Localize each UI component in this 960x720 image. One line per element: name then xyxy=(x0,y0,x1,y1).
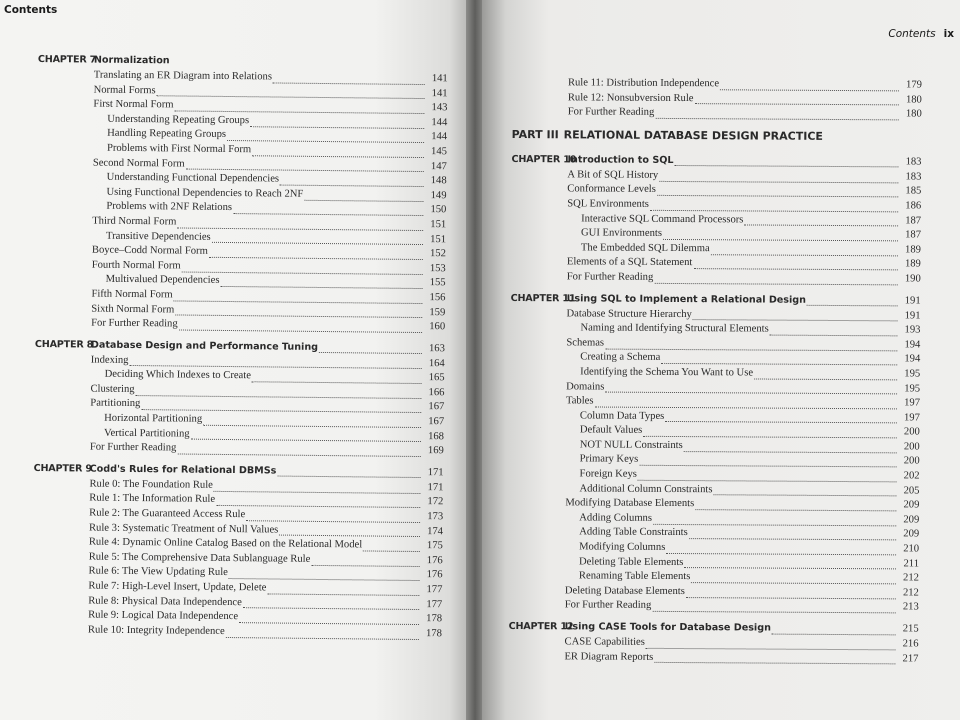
toc-entry-title: Using SQL to Implement a Relational Design xyxy=(566,292,807,306)
toc-page-number: 200 xyxy=(903,441,920,453)
toc-entry-title: Renaming Table Elements xyxy=(578,570,691,583)
toc-entry-title: For Further Reading xyxy=(564,599,652,612)
toc-page-number: 183 xyxy=(905,156,922,168)
dot-leader xyxy=(663,229,898,241)
toc-entry-title: Transitive Dependencies xyxy=(106,230,211,243)
toc-page-number: 168 xyxy=(428,430,445,442)
toc-entry-title: Schemas xyxy=(566,337,605,349)
chapter-label: CHAPTER 11 xyxy=(510,292,576,304)
toc-page-number: 179 xyxy=(906,79,922,91)
dot-leader xyxy=(684,441,897,453)
toc-page-number: 197 xyxy=(904,397,921,409)
running-head-right xyxy=(888,28,954,40)
toc-page-number: 160 xyxy=(429,321,446,333)
dot-leader xyxy=(233,203,423,216)
toc-page-number: 151 xyxy=(430,233,447,245)
dot-leader xyxy=(252,371,422,384)
chapter-label: CHAPTER 8 xyxy=(34,338,94,351)
dot-leader xyxy=(655,108,899,120)
page-numeral: ix xyxy=(943,28,954,40)
toc-page-number: 156 xyxy=(429,292,446,304)
part-label: PART III xyxy=(511,127,559,142)
toc-entry-title: NOT NULL Constraints xyxy=(579,439,683,451)
toc-entry-row xyxy=(512,105,922,122)
dot-leader xyxy=(674,155,898,167)
dot-leader xyxy=(695,499,896,511)
dot-leader xyxy=(186,159,424,172)
toc-page-number: 189 xyxy=(904,258,921,270)
toc-entry-title: Modifying Database Elements xyxy=(565,497,695,510)
toc-entry-title: Partitioning xyxy=(90,398,141,410)
toc-entry-title: Naming and Identifying Structural Elements xyxy=(580,322,769,335)
toc-page-number: 175 xyxy=(426,540,443,552)
toc-entry-title: Understanding Repeating Groups xyxy=(107,113,250,126)
toc-page-number: 178 xyxy=(426,613,443,625)
toc-entry-title: Deleting Database Elements xyxy=(564,585,685,597)
dot-leader xyxy=(693,258,898,270)
toc-entry-title: Rule 9: Logical Data Independence xyxy=(88,609,239,623)
toc-entry-title: Second Normal Form xyxy=(92,157,185,170)
dot-leader xyxy=(279,525,420,537)
toc-entry-title: SQL Environments xyxy=(567,198,649,210)
toc-entry-title: Translating an ER Diagram into Relations xyxy=(93,69,273,83)
dot-leader xyxy=(807,295,898,307)
running-head-right-label: Contents xyxy=(888,28,936,40)
toc-page-number: 194 xyxy=(904,353,921,365)
dot-leader xyxy=(594,396,897,409)
toc-entry-row xyxy=(508,650,918,667)
dot-leader xyxy=(227,130,424,143)
running-head-left: Contents xyxy=(4,4,58,16)
toc-entry-row xyxy=(509,598,919,615)
toc-page-number: 141 xyxy=(431,73,448,85)
dot-leader xyxy=(646,638,896,651)
toc-entry-title: Creating a Schema xyxy=(580,351,661,364)
toc-page-number: 176 xyxy=(426,569,443,581)
toc-page-number: 195 xyxy=(904,368,921,380)
dot-leader xyxy=(654,652,895,664)
dot-leader xyxy=(605,338,897,351)
dot-leader xyxy=(713,485,896,497)
dot-leader xyxy=(691,572,896,584)
dot-leader xyxy=(141,399,421,413)
dot-leader xyxy=(174,100,424,114)
dot-leader xyxy=(657,185,899,197)
toc-page-number: 187 xyxy=(905,229,922,241)
toc-entry-title: Database Structure Hierarchy xyxy=(566,307,692,320)
toc-entry-row xyxy=(32,623,442,642)
dot-leader xyxy=(605,382,897,395)
dot-leader xyxy=(175,305,422,319)
toc-page-number: 183 xyxy=(905,171,922,183)
toc-page-number: 150 xyxy=(430,204,447,216)
toc-page-number: 191 xyxy=(904,294,921,307)
toc-entry-title: Default Values xyxy=(579,424,643,437)
toc-entry-title: Using Functional Dependencies to Reach 2NF xyxy=(106,186,304,200)
toc-entry-title: For Further Reading xyxy=(566,271,654,283)
toc-entry-title: Foreign Keys xyxy=(579,468,637,480)
dot-leader xyxy=(665,411,897,423)
toc-page-number: 212 xyxy=(902,587,919,599)
toc-page-number: 172 xyxy=(427,496,444,508)
toc-page-number: 145 xyxy=(431,146,448,158)
toc-page-number: 166 xyxy=(428,386,445,399)
toc-entry-title: Rule 6: The View Updating Rule xyxy=(88,565,228,579)
dot-leader xyxy=(250,116,424,129)
toc-page-number: 176 xyxy=(426,554,443,567)
toc-page-number: 193 xyxy=(904,324,921,336)
toc-entry-row xyxy=(511,307,921,324)
dot-leader xyxy=(220,276,422,289)
toc-page-number: 171 xyxy=(427,481,444,494)
dot-leader xyxy=(650,200,898,213)
chapter-label: CHAPTER 9 xyxy=(33,462,92,475)
dot-leader xyxy=(639,455,896,468)
dot-leader xyxy=(661,353,897,365)
toc-entry-title: GUI Environments xyxy=(581,227,662,240)
toc-page-number: 215 xyxy=(902,623,919,635)
toc-page-number: 148 xyxy=(430,175,447,187)
dot-leader xyxy=(654,273,898,285)
toc-entry-title: Domains xyxy=(566,380,605,393)
toc-page-number: 180 xyxy=(905,108,922,120)
toc-page-number: 212 xyxy=(903,572,919,584)
toc-entry-title: Introduction to SQL xyxy=(567,154,674,166)
toc-entry-title: Clustering xyxy=(90,383,135,395)
dot-leader xyxy=(659,170,898,182)
toc-page-number: 209 xyxy=(903,514,920,526)
toc-entry-title: Multivalued Dependencies xyxy=(105,274,220,287)
dot-leader xyxy=(652,601,896,613)
toc-entry-row xyxy=(510,394,920,411)
toc-page-number: 190 xyxy=(904,273,921,285)
toc-page-number: 165 xyxy=(428,372,445,384)
toc-page-number: 149 xyxy=(430,189,447,202)
dot-leader xyxy=(643,426,897,439)
dot-leader xyxy=(267,583,419,596)
toc-page-number: 195 xyxy=(904,382,921,394)
chapter-label: CHAPTER 10 xyxy=(511,153,577,166)
toc-entry-title: Deleting Table Elements xyxy=(579,556,684,568)
dot-leader xyxy=(319,342,422,354)
dot-leader xyxy=(212,232,423,245)
dot-leader xyxy=(252,145,424,158)
toc-entry-title: Fourth Normal Form xyxy=(91,259,181,272)
toc-page-number: 167 xyxy=(428,416,445,428)
left-page xyxy=(0,0,468,720)
dot-leader xyxy=(177,444,421,458)
toc-entry-title: Rule 5: The Comprehensive Data Sublanguage Rule xyxy=(88,551,311,565)
toc-entry-title: Rule 11: Distribution Independence xyxy=(567,77,720,90)
toc-entry-title: Normalization xyxy=(93,54,170,67)
toc-entry-title: Normal Forms xyxy=(93,84,156,96)
toc-entry-title: Column Data Types xyxy=(579,410,665,422)
dot-leader xyxy=(157,86,425,100)
toc-page-number: 164 xyxy=(428,357,445,369)
chapter-label: CHAPTER 7 xyxy=(37,53,97,66)
dot-leader xyxy=(280,174,424,187)
toc-entry-title: Sixth Normal Form xyxy=(91,303,175,315)
toc-entry-row xyxy=(509,496,919,513)
toc-entry-title: A Bit of SQL History xyxy=(567,169,659,181)
toc-page-number: 205 xyxy=(903,485,920,497)
dot-leader xyxy=(653,514,896,526)
dot-leader xyxy=(182,261,423,275)
dot-leader xyxy=(191,429,421,442)
dot-leader xyxy=(770,325,898,337)
toc-page-number: 177 xyxy=(426,598,443,610)
toc-page-number: 163 xyxy=(428,342,445,354)
toc-page-number: 200 xyxy=(903,455,920,467)
toc-entry-title: Rule 10: Integrity Independence xyxy=(87,624,225,637)
toc-part-row xyxy=(512,124,922,149)
toc-entry-title: First Normal Form xyxy=(93,98,174,111)
toc-entry-row xyxy=(510,336,920,353)
toc-entry-title: Rule 8: Physical Data Independence xyxy=(88,595,242,608)
dot-leader xyxy=(720,79,899,91)
dot-leader xyxy=(277,466,420,478)
toc-entry-title: Third Normal Form xyxy=(92,215,177,228)
toc-page-number: 191 xyxy=(904,309,921,322)
toc-page-number: 174 xyxy=(427,525,444,537)
toc-entry-row xyxy=(511,270,921,287)
toc-entry-title: Adding Table Constraints xyxy=(579,526,688,539)
toc-entry-title: Boyce–Codd Normal Form xyxy=(91,244,208,257)
dot-leader xyxy=(136,385,422,399)
dot-leader xyxy=(666,543,896,555)
toc-entry-title: Database Design and Performance Tuning xyxy=(90,339,319,353)
toc-entry-title: Fifth Normal Form xyxy=(91,288,173,301)
toc-right xyxy=(508,76,922,667)
dot-leader xyxy=(638,470,897,483)
toc-entry-title: Rule 2: The Guaranteed Access Rule xyxy=(89,507,246,521)
dot-leader xyxy=(273,72,425,85)
toc-page-number: 153 xyxy=(429,262,446,275)
toc-page-number: 144 xyxy=(431,131,448,143)
toc-page-number: 194 xyxy=(904,339,921,351)
toc-entry-title: Modifying Columns xyxy=(579,541,666,553)
toc-page-number: 167 xyxy=(428,401,445,413)
toc-entry-title: For Further Reading xyxy=(91,317,178,330)
dot-leader xyxy=(129,355,421,369)
toc-page-number: 143 xyxy=(431,102,448,114)
toc-page-number: 147 xyxy=(430,160,447,172)
dot-leader xyxy=(311,554,419,566)
toc-page-number: 189 xyxy=(905,244,921,256)
toc-entry-title: Rule 12: Nonsubversion Rule xyxy=(567,91,694,104)
dot-leader xyxy=(363,540,420,552)
toc-page-number: 180 xyxy=(905,94,922,106)
dot-leader xyxy=(744,215,898,227)
toc-page-number: 171 xyxy=(427,466,444,479)
toc-entry-title: Additional Column Constraints xyxy=(579,483,713,495)
toc-entry-title: Conformance Levels xyxy=(567,183,656,196)
toc-left xyxy=(32,52,448,642)
toc-page-number: 200 xyxy=(903,426,920,438)
toc-entry-title: Interactive SQL Command Processors xyxy=(581,212,744,225)
toc-page-number: 186 xyxy=(905,200,922,212)
dot-leader xyxy=(229,568,420,581)
toc-page-number: 169 xyxy=(427,445,444,457)
toc-entry-title: Tables xyxy=(565,395,594,407)
toc-entry-title: For Further Reading xyxy=(89,441,177,454)
toc-page-number: 155 xyxy=(429,277,446,289)
right-page xyxy=(482,0,960,720)
dot-leader xyxy=(689,528,897,540)
dot-leader xyxy=(203,415,421,428)
dot-leader xyxy=(209,247,423,260)
toc-entry-title: Handling Repeating Groups xyxy=(107,128,227,141)
toc-page-number: 211 xyxy=(903,558,920,570)
toc-page-number: 197 xyxy=(903,412,920,424)
toc-entry-title: Problems with First Normal Form xyxy=(106,142,252,156)
toc-entry-title: Using CASE Tools for Database Design xyxy=(564,621,771,634)
toc-page-number: 173 xyxy=(427,511,444,523)
toc-entry-title: Rule 3: Systematic Treatment of Null Values xyxy=(88,522,279,536)
dot-leader xyxy=(694,94,898,106)
toc-entry-title: Identifying the Schema You Want to Use xyxy=(580,366,754,379)
toc-page-number: 159 xyxy=(429,306,446,318)
toc-page-number: 216 xyxy=(902,638,919,650)
dot-leader xyxy=(693,309,898,321)
toc-page-number: 185 xyxy=(905,185,922,197)
dot-leader xyxy=(686,587,896,599)
toc-entry-title: Elements of a SQL Statement xyxy=(566,256,693,269)
toc-entry-title: Understanding Functional Dependencies xyxy=(106,171,280,185)
toc-entry-title: CASE Capabilities xyxy=(564,636,645,648)
dot-leader xyxy=(174,290,423,304)
toc-page-number: 209 xyxy=(903,528,920,540)
toc-entry-title: Codd's Rules for Relational DBMSs xyxy=(89,463,277,477)
toc-entry-title: Rule 1: The Information Rule xyxy=(89,492,216,506)
toc-entry-title: RELATIONAL DATABASE DESIGN PRACTICE xyxy=(563,128,823,143)
toc-page-number: 178 xyxy=(425,627,442,640)
toc-entry-title: Horizontal Partitioning xyxy=(104,412,203,425)
toc-entry-title: Problems with 2NF Relations xyxy=(106,201,233,214)
toc-entry-title: Indexing xyxy=(90,354,129,366)
chapter-label: CHAPTER 12 xyxy=(508,620,574,633)
toc-entry-title: Primary Keys xyxy=(579,453,639,466)
toc-entry-title: The Embedded SQL Dilemma xyxy=(580,242,710,254)
dot-leader xyxy=(179,319,423,333)
dot-leader xyxy=(216,495,420,508)
dot-leader xyxy=(711,244,898,256)
toc-page-number: 141 xyxy=(431,87,448,99)
toc-page-number: 217 xyxy=(902,652,919,665)
toc-page-number: 187 xyxy=(905,214,922,227)
toc-page-number: 151 xyxy=(430,219,447,231)
toc-page-number: 177 xyxy=(426,584,443,596)
toc-entry-title: Deciding Which Indexes to Create xyxy=(104,368,251,382)
dot-leader xyxy=(243,598,420,611)
dot-leader xyxy=(754,368,897,380)
dot-leader xyxy=(304,189,423,201)
toc-entry-title: Adding Columns xyxy=(579,512,653,524)
toc-entry-title: For Further Reading xyxy=(567,106,655,119)
toc-page-number: 210 xyxy=(903,543,920,555)
toc-entry-title: Rule 7: High-Level Insert, Update, Delete xyxy=(88,580,267,594)
toc-entry-title: ER Diagram Reports xyxy=(564,650,654,663)
toc-entry-title: Rule 4: Dynamic Online Catalog Based on the Relational Model xyxy=(88,536,363,551)
toc-entry-row xyxy=(511,197,921,214)
toc-page-number: 152 xyxy=(429,248,446,260)
toc-entry-title: Vertical Partitioning xyxy=(103,427,190,440)
dot-leader xyxy=(214,481,421,494)
toc-page-number: 213 xyxy=(902,601,919,613)
toc-page-number: 209 xyxy=(903,499,920,511)
dot-leader xyxy=(246,510,420,523)
dot-leader xyxy=(226,627,419,640)
toc-page-number: 202 xyxy=(903,470,920,482)
toc-entry-title: Rule 0: The Foundation Rule xyxy=(89,478,213,491)
dot-leader xyxy=(772,623,896,635)
dot-leader xyxy=(239,612,419,625)
dot-leader xyxy=(684,557,896,569)
dot-leader xyxy=(177,217,423,231)
toc-page-number: 144 xyxy=(431,116,448,129)
